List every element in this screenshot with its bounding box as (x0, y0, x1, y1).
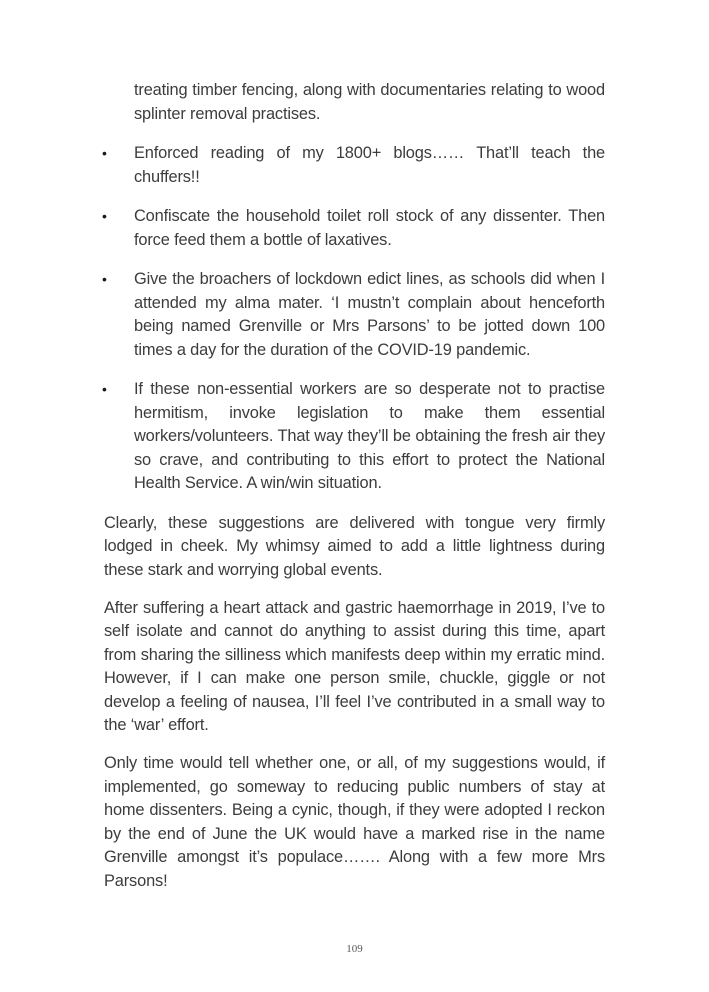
list-item (104, 268, 605, 362)
page-number: 109 (346, 943, 363, 955)
page-body (104, 79, 605, 908)
list-item-text: Enforced reading of my 1800+ blogs…… That’ll teach the chuffers!! (134, 144, 605, 186)
list-item-text: If these non-essential workers are so desperate not to practise hermitism, invoke legislation to make them essential workers/volunteers. That way they’ll be obtaining the fresh air they so crave, and contributing to this effort to protect the National Health Service. A win/win situation. (134, 380, 605, 492)
paragraph: After suffering a heart attack and gastric haemorrhage in 2019, I’ve to self isolate and cannot do anything to assist during this time, apart from sharing the silliness which manifests deep within my erratic mind. However, if I can make one person smile, chuckle, giggle or not develop a feeling of nausea, I’ll feel I’ve contributed in a small way to the ‘war’ effort. (104, 598, 605, 734)
list-item-text: Give the broachers of lockdown edict lines, as schools did when I attended my alma mater. ‘I mustn’t complain about henceforth being named Grenville or Mrs Parsons’ to be jotted down 100 times a day for the duration of the COVID-19 pandemic. (134, 270, 605, 359)
suggestion-list (104, 79, 605, 496)
bullet-icon: • (102, 271, 107, 287)
list-item (104, 205, 605, 252)
bullet-icon: • (102, 381, 107, 397)
list-item-text: treating timber fencing, along with documentaries relating to wood splinter removal practises. (134, 81, 605, 123)
paragraph: Clearly, these suggestions are delivered with tongue very firmly lodged in cheek. My whimsy aimed to add a little lightness during these stark and worrying global events. (104, 513, 605, 579)
bullet-icon: • (102, 145, 107, 161)
list-item (104, 378, 605, 496)
list-item (104, 142, 605, 189)
list-item-continuation (104, 79, 605, 126)
paragraph: Only time would tell whether one, or all, of my suggestions would, if implemented, go someway to reducing public numbers of stay at home dissenters. Being a cynic, though, if they were adopted I reckon by the end of June the UK would have a marked rise in the name Grenville amongst it’s populace……. Along with a few more Mrs Parsons! (104, 754, 605, 890)
bullet-icon: • (102, 208, 107, 224)
list-item-text: Confiscate the household toilet roll stock of any dissenter. Then force feed them a bottle of laxatives. (134, 207, 605, 249)
